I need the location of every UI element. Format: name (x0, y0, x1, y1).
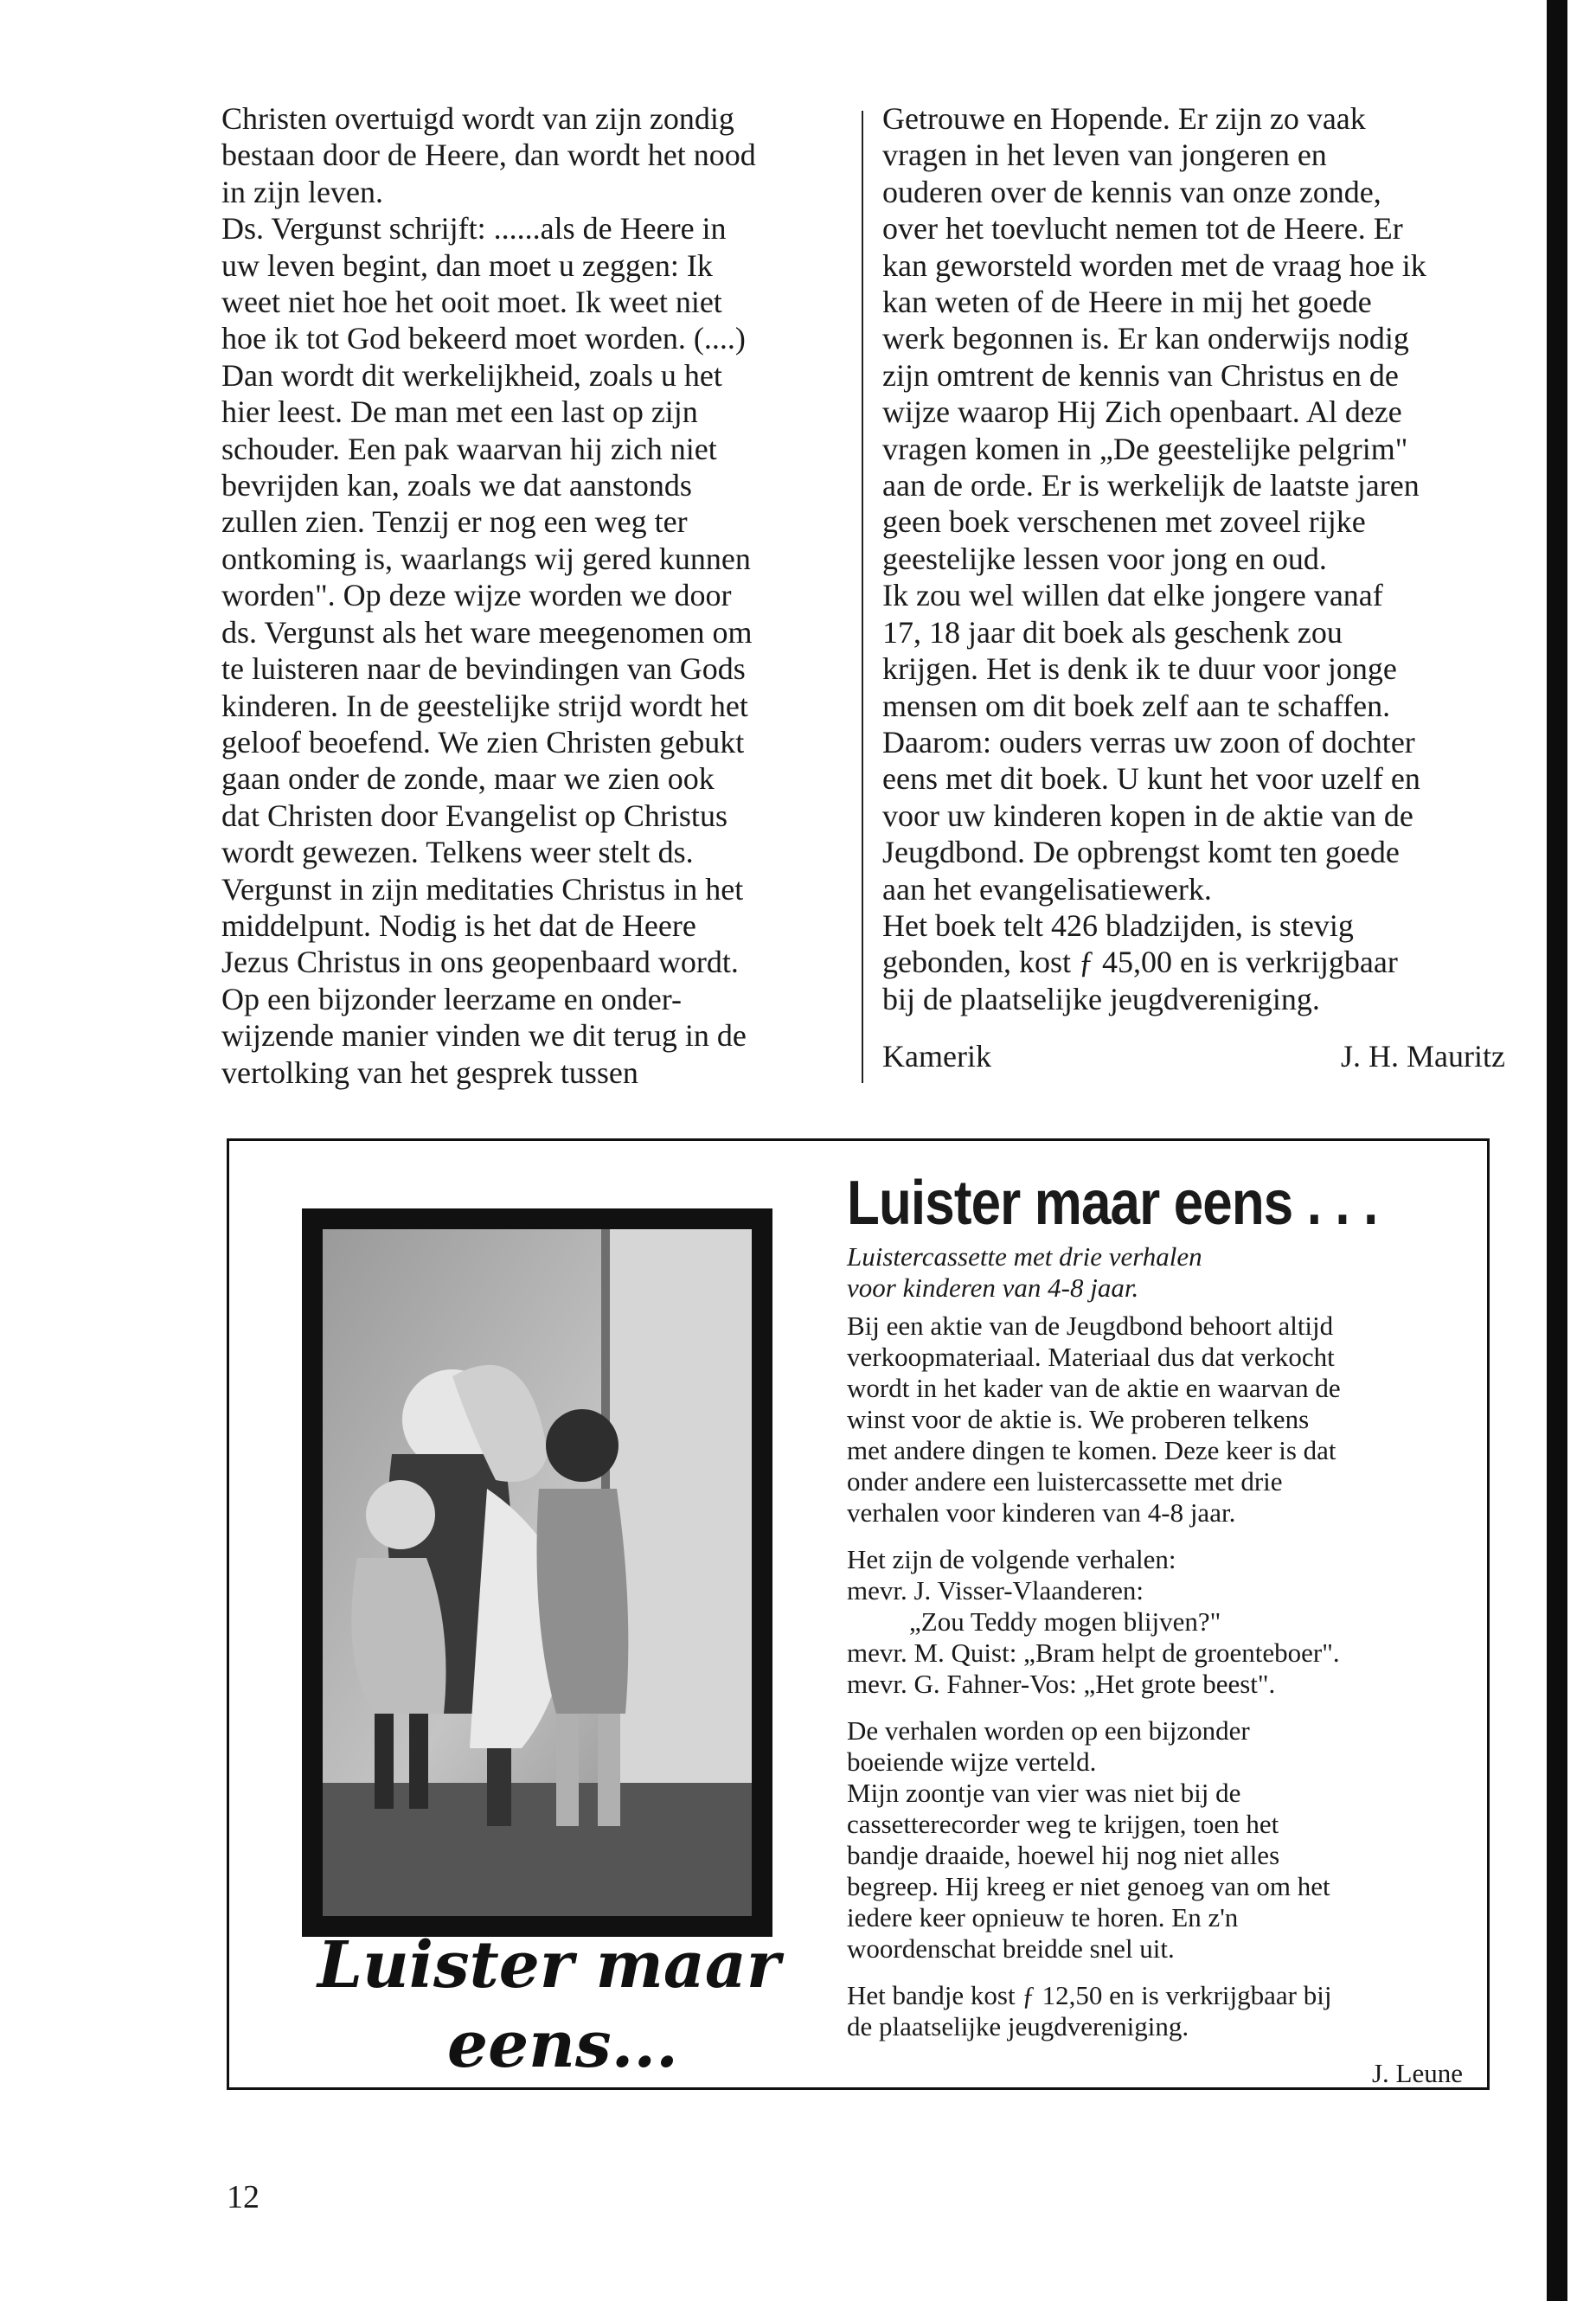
left-column-text (221, 100, 844, 1091)
story-line: mevr. G. Fahner-Vos: „Het grote beest". (847, 1669, 1276, 1699)
text-line: geen boek verschenen met zoveel rijke (882, 504, 1366, 540)
text-line: aan de orde. Er is werkelijk de laatste jaren (882, 468, 1420, 503)
text-line: geestelijke lessen voor jong en oud. (882, 541, 1327, 576)
text-line: kinderen. In de geestelijke strijd wordt het (221, 688, 748, 723)
script-title-line1: Luister maar (317, 1928, 780, 2003)
text-line: hier leest. De man met een last op zijn (221, 394, 698, 430)
text-line: Mijn zoontje van vier was niet bij de (847, 1778, 1241, 1808)
text-line: bandje draaide, hoewel hij nog niet alles (847, 1840, 1280, 1870)
children-at-wall-illustration (323, 1229, 752, 1916)
text-line: cassetterecorder weg te krijgen, toen het (847, 1809, 1279, 1839)
advert-subtitle-line1: Luistercassette met drie verhalen (847, 1241, 1202, 1272)
text-line: werk begonnen is. Er kan onderwijs nodig (882, 321, 1409, 356)
text-line: worden". Op deze wijze worden we door (221, 578, 732, 613)
story-title: „Zou Teddy mogen blijven?" (909, 1606, 1221, 1637)
photo-frame (302, 1208, 772, 1937)
advert-subtitle-line2: voor kinderen van 4-8 jaar. (847, 1272, 1139, 1303)
text-line: Ik zou wel willen dat elke jongere vanaf (882, 578, 1383, 613)
text-line: hoe ik tot God bekeerd moet worden. (....) (221, 321, 746, 356)
text-line: Jeugdbond. De opbrengst komt ten goede (882, 835, 1400, 870)
text-line: te luisteren naar de bevindingen van Gods (221, 651, 746, 687)
text-line: wordt in het kader van de aktie en waarvan de (847, 1373, 1341, 1403)
page-edge-bar (1547, 0, 1567, 2301)
signature-row (882, 1038, 1505, 1074)
text-line: begreep. Hij kreeg er niet genoeg van om het (847, 1871, 1330, 1901)
text-line: aan het evangelisatiewerk. (882, 871, 1212, 907)
text-line: gebonden, kost ƒ 45,00 en is verkrijgbaar (882, 945, 1398, 980)
text-line: weet niet hoe het ooit moet. Ik weet niet (221, 285, 722, 320)
page-number: 12 (227, 2179, 260, 2215)
text-line: bevrijden kan, zoals we dat aanstonds (221, 468, 692, 503)
text-line: Dan wordt dit werkelijkheid, zoals u het (221, 357, 722, 393)
text-line: mensen om dit boek zelf aan te schaffen. (882, 688, 1391, 723)
text-line: Bij een aktie van de Jeugdbond behoort altijd (847, 1311, 1334, 1341)
text-line: bestaan door de Heere, dan wordt het nood (221, 138, 756, 173)
text-line: krijgen. Het is denk ik te duur voor jonge (882, 651, 1397, 687)
story-author: mevr. J. Visser-Vlaanderen: (847, 1575, 1144, 1606)
text-line: Jezus Christus in ons geopenbaard wordt. (221, 945, 739, 980)
text-line: Ds. Vergunst schrijft: ......als de Heere in (221, 211, 727, 247)
text-line: winst voor de aktie is. We proberen telkens (847, 1404, 1310, 1434)
text-line: Getrouwe en Hopende. Er zijn zo vaak (882, 101, 1366, 136)
text-line: De verhalen worden op een bijzonder (847, 1715, 1250, 1746)
script-title-line2: eens... (447, 2008, 678, 2082)
text-line: Christen overtuigd wordt van zijn zondig (221, 101, 734, 136)
text-line: ds. Vergunst als het ware meegenomen om (221, 614, 753, 650)
script-title-graphic (309, 1911, 793, 2084)
text-line: wijzende manier vinden we dit terug in de (221, 1018, 747, 1054)
right-column-text (882, 100, 1505, 1075)
cassette-advert-box (227, 1138, 1490, 2090)
text-line: dat Christen door Evangelist op Christus (221, 798, 727, 833)
text-line: wijze waarop Hij Zich openbaart. Al deze (882, 394, 1402, 430)
text-line: woordenschat breidde snel uit. (847, 1933, 1175, 1964)
text-line: Op een bijzonder leerzame en onder- (221, 981, 683, 1016)
text-line: zullen zien. Tenzij er nog een weg ter (221, 504, 688, 540)
stories-intro: Het zijn de volgende verhalen: (847, 1544, 1176, 1574)
text-line: verkoopmateriaal. Materiaal dus dat verkocht (847, 1342, 1335, 1372)
text-line: zijn omtrent de kennis van Christus en de (882, 357, 1399, 393)
text-line: iedere keer opnieuw te horen. En z'n (847, 1902, 1239, 1932)
text-line: ouderen over de kennis van onze zonde, (882, 174, 1381, 209)
text-line: met andere dingen te komen. Deze keer is dat (847, 1435, 1336, 1465)
text-line: vragen komen in „De geestelijke pelgrim" (882, 431, 1408, 466)
text-line: schouder. Een pak waarvan hij zich niet (221, 431, 717, 466)
text-line: wordt gewezen. Telkens weer stelt ds. (221, 835, 694, 870)
text-line: eens met dit boek. U kunt het voor uzelf en (882, 761, 1420, 797)
advert-text (847, 1167, 1463, 2089)
text-line: gaan onder de zonde, maar we zien ook (221, 761, 715, 797)
text-line: Daarom: ouders verras uw zoon of dochter (882, 724, 1415, 760)
text-line: middelpunt. Nodig is het dat de Heere (221, 907, 696, 943)
text-line: Het boek telt 426 bladzijden, is stevig (882, 907, 1354, 943)
price-line: de plaatselijke jeugdvereniging. (847, 2011, 1189, 2041)
text-line: Vergunst in zijn meditaties Christus in het (221, 871, 744, 907)
signature-author: J. H. Mauritz (1341, 1039, 1505, 1074)
text-line: bij de plaatselijke jeugdvereniging. (882, 981, 1320, 1016)
text-line: over het toevlucht nemen tot de Heere. Er (882, 211, 1403, 247)
text-line: vragen in het leven van jongeren en (882, 138, 1327, 173)
column-divider (862, 111, 863, 1083)
advert-heading: Luister maar eens . . . (847, 1169, 1378, 1238)
text-line: verhalen voor kinderen van 4-8 jaar. (847, 1497, 1236, 1528)
text-line: voor uw kinderen kopen in de aktie van de (882, 798, 1413, 833)
text-line: kan geworsteld worden met de vraag hoe ik (882, 247, 1426, 283)
text-line: boeiende wijze verteld. (847, 1747, 1097, 1777)
text-line: uw leven begint, dan moet u zeggen: Ik (221, 247, 713, 283)
children-photo (323, 1229, 752, 1916)
text-line: onder andere een luistercassette met drie (847, 1466, 1283, 1497)
advert-author: J. Leune (1371, 2058, 1463, 2088)
text-line: ontkoming is, waarlangs wij gered kunnen (221, 541, 751, 576)
text-line: vertolking van het gesprek tussen (221, 1054, 638, 1090)
price-line: Het bandje kost ƒ 12,50 en is verkrijgbaar bij (847, 1980, 1332, 2010)
text-line: in zijn leven. (221, 174, 383, 209)
text-line: kan weten of de Heere in mij het goede (882, 285, 1372, 320)
text-line: geloof beoefend. We zien Christen gebukt (221, 724, 745, 760)
text-line: 17, 18 jaar dit boek als geschenk zou (882, 614, 1343, 650)
story-line: mevr. M. Quist: „Bram helpt de groenteboer". (847, 1638, 1340, 1668)
signature-place: Kamerik (882, 1039, 991, 1074)
